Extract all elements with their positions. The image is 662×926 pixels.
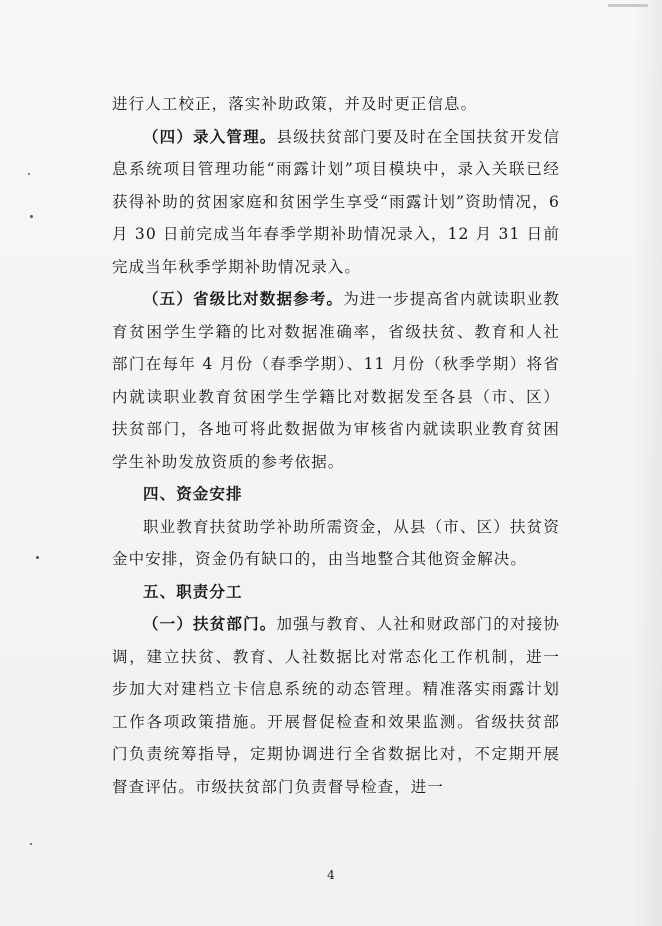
paragraph: 进行人工校正，落实补助政策，并及时更正信息。 bbox=[112, 95, 478, 113]
section-heading: （四）录入管理。 bbox=[143, 126, 277, 146]
scan-speck bbox=[28, 173, 30, 175]
page-number: 4 bbox=[327, 868, 335, 882]
section-5-paragraph bbox=[112, 283, 560, 478]
section-4-paragraph bbox=[112, 121, 560, 284]
scan-mark bbox=[608, 4, 648, 7]
scan-speck bbox=[30, 215, 33, 218]
scan-speck bbox=[36, 556, 39, 559]
section-text: 加强与教育、人社和财政部门的对接协调，建立扶贫、教育、人社数据比对常态化工作机制，进一步加大对建档立卡信息系统的动态管理。精准落实雨露计划工作各项政策措施。开展督促检查和效果监测。省级扶贫部门负责统筹指导，定期协调进行全省数据比对，不定期开展督查评估。市级扶贫部门负责督导检查，进一 bbox=[112, 615, 560, 796]
section-heading: （五）省级比对数据参考。 bbox=[143, 289, 344, 308]
page-edge-shadow bbox=[632, 0, 662, 926]
section-text: 县级扶贫部门要及时在全国扶贫开发信息系统项目管理功能“雨露计划”项目模块中，录入关联已经获得补助的贫困家庭和贫困学生享受“雨露计划”资助情况，6 月 30 日前完成当年春季学期补助情况录入，12 月 31 日前完成当年秋季学期补助情况录入。 bbox=[112, 127, 560, 276]
chapter-heading-funding: 四、资金安排 bbox=[143, 484, 243, 503]
section-5-1-paragraph bbox=[112, 608, 560, 803]
funding-paragraph: 职业教育扶贫助学补助所需资金，从县（市、区）扶贫资金中安排，资金仍有缺口的，由当地整合其他资金解决。 bbox=[112, 517, 560, 568]
document-body bbox=[112, 88, 560, 803]
section-heading: （一）扶贫部门。 bbox=[143, 614, 277, 633]
section-text: 为进一步提高省内就读职业教育贫困学生学籍的比对数据准确率，省级扶贫、教育和人社部门在每年 4 月份（春季学期）、11 月份（秋季学期）将省内就读职业教育贫困学生学籍比对数据发至各县（市、区）扶贫部门，各地可将此数据做为审核省内就读职业教育贫困学生补助发放资质的参考依据。 bbox=[112, 290, 560, 471]
chapter-heading-responsibilities: 五、职责分工 bbox=[143, 581, 243, 601]
scan-speck bbox=[30, 843, 32, 845]
